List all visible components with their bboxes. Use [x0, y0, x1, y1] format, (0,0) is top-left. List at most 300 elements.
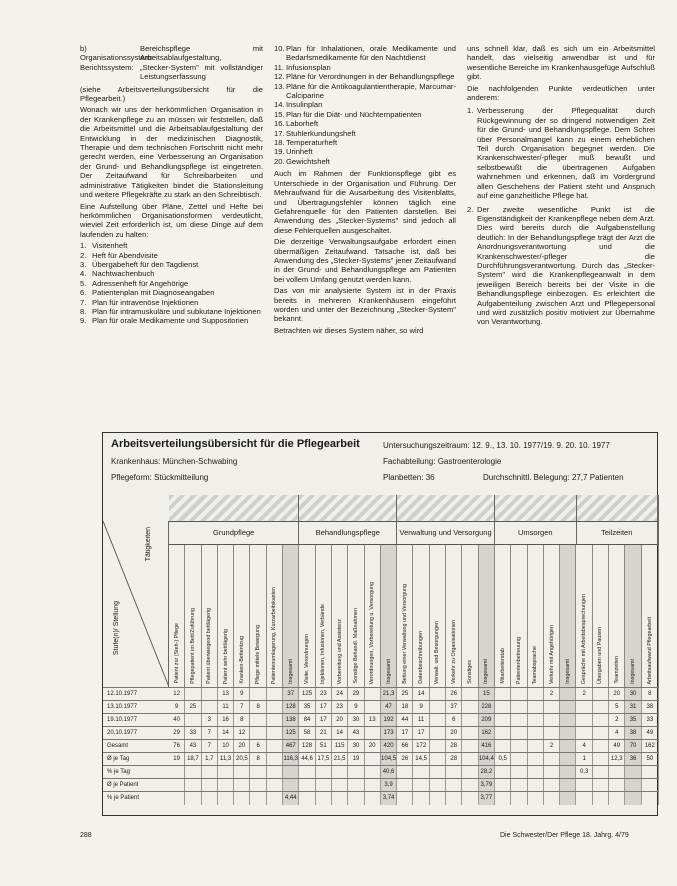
point-text: Der zweite wesentliche Punkt ist die Eigenständigkeit der Krankenpflege neben dem Arzt. Dies wird bereits durch die Aufgabenstellung deutlich: In der Behandlungspflege trägt der Arzt die Anordnungsverantwortung und die Krankenschwester/-pfleger die Durchführungsverantwortung. Durch das „Stecker-System" wird die Krankenpflegeanwalt in dem jeweiligen Bereich bereits bei der Visite in die Behandlungspflege einbezogen. Es erleichtert die Aufgabenteilung zwischen Arzt und Pflegepersonal und wird zusätzlich positiv motiviert zur Übernahme von Verantwortung.: [477, 204, 655, 327]
table-cell: 9: [169, 701, 185, 714]
paragraph: Eine Aufstellung über Pläne, Zettel und Hefte bei herkömmlichen Organisationsformen verdeutlicht, wieviel Zeit erforderlich ist, um diese Dinge auf dem laufenden zu halten:: [80, 201, 263, 239]
table-cell: 3,74: [381, 792, 397, 805]
table-cell: 3,9: [381, 779, 397, 792]
point-number: 2.: [467, 204, 474, 214]
column-header: [299, 545, 315, 687]
table-cell: 30: [348, 714, 364, 727]
column-header-label: Insgesamt: [287, 659, 294, 684]
table-cell: [348, 792, 364, 805]
group-header: Teilzeiten: [577, 521, 659, 545]
table-cell: 26: [397, 753, 413, 766]
table-cell: 18: [397, 701, 413, 714]
list-number: 11.: [274, 62, 284, 72]
text-column-3: [467, 44, 655, 327]
table-cell: [430, 792, 446, 805]
table-cell: [511, 792, 527, 805]
column-header: [316, 545, 332, 687]
table-row: [103, 752, 659, 765]
group-hatch: [397, 495, 495, 521]
column-header-label: Kranken-Bettentzug: [238, 636, 245, 684]
table-cell: 26: [446, 688, 462, 701]
table-cell: 3,77: [479, 792, 495, 805]
plans-list-continued: [274, 44, 456, 166]
list-text: Plan für intramuskuläre und subkutane Injektionen: [92, 306, 261, 316]
list-number: 17.: [274, 128, 285, 138]
column-header-label: Visite, Verordnungen: [304, 634, 311, 684]
table-cell: 17: [414, 727, 430, 740]
table-cell: 6: [251, 740, 267, 753]
table-cell: [593, 792, 609, 805]
text-column-1: [80, 44, 263, 326]
table-cell: 28: [446, 753, 462, 766]
system-key: Berichtssystem:: [80, 62, 134, 72]
column-header-label: Patient überwiegend bettlägerig: [206, 608, 213, 684]
list-item: [274, 119, 456, 128]
table-row: [103, 765, 659, 778]
column-header-label: Sonstige Behandl. Maßnahmen: [352, 608, 359, 684]
list-number: 4.: [80, 269, 87, 279]
table-cell: 14,5: [414, 753, 430, 766]
row-label: 13.10.1977: [107, 704, 138, 710]
paragraph: uns schnell klar, daß es sich um ein Arbeitsmittel handelt, das vielseitig anwendbar ist und für wesentliche Bereiche im Krankenhausgefüge Aufschluß gibt.: [467, 44, 655, 82]
list-text: Übergabeheft für den Tagdienst: [92, 259, 199, 269]
column-header: [495, 545, 511, 687]
list-number: 8.: [80, 306, 87, 316]
column-header-label: Patientenbetreuung: [515, 636, 522, 684]
table-cell: 8: [251, 701, 267, 714]
list-text: Urinheft: [286, 147, 313, 157]
table-cell: 116,3: [283, 753, 299, 766]
paragraph: Das von mir analysierte System ist in der Praxis bereits in mehreren Krankenhäusern eingeführt worden und unter der Bezeichnung „Stecker-System" bekannt.: [274, 286, 456, 324]
list-number: 7.: [80, 297, 87, 307]
table-cell: [446, 792, 462, 805]
table-cell: 21,5: [332, 753, 348, 766]
table-cell: 43: [185, 740, 201, 753]
list-number: 5.: [80, 278, 87, 288]
column-header: [283, 545, 299, 687]
point-number: 1.: [467, 106, 474, 116]
column-header: [267, 545, 283, 687]
paragraph: Die nachfolgenden Punkte verdeutlichen unter anderem:: [467, 83, 655, 103]
table-cell: 20,5: [234, 753, 250, 766]
table-cell: 20: [234, 740, 250, 753]
table-cell: 35: [299, 701, 315, 714]
list-number: 6.: [80, 288, 87, 298]
table-period: Untersuchungszeitraum: 12. 9., 13. 10. 1977/19. 9. 20. 10. 1977: [383, 441, 610, 450]
list-item: [274, 157, 456, 166]
system-value: Bereichspflege mit Arbeitsablaufgestaltung,: [140, 44, 263, 63]
table-cell: 20: [446, 727, 462, 740]
table-cell: 17: [397, 727, 413, 740]
table-cell: 44: [397, 714, 413, 727]
table-cell: 128: [299, 740, 315, 753]
table-cell: 12: [169, 688, 185, 701]
table-cell: 47: [381, 701, 397, 714]
row-label: % je Patient: [107, 795, 140, 801]
list-number: 10.: [274, 44, 285, 53]
list-item: [274, 82, 456, 101]
group-hatch: [495, 495, 577, 521]
system-value: „Stecker-System" mit vollständiger Leistungserfassung: [140, 62, 263, 82]
group-hatch: [299, 495, 397, 521]
table-cell: 0,3: [577, 766, 593, 779]
list-item: [274, 72, 456, 81]
table-cell: 1: [577, 753, 593, 766]
list-item: [274, 147, 456, 156]
column-header-label: Verkehr mit Angehörigen: [548, 624, 555, 684]
table-cell: 209: [479, 714, 495, 727]
column-header-label: Gespräche mit Arbeitsbesprechungen: [581, 593, 588, 684]
group-header: Behandlungspflege: [299, 521, 397, 545]
table-cell: [332, 792, 348, 805]
row-label: Ø je Tag: [107, 756, 130, 762]
column-header-label: Pflegepatient im Bett/Zuführung: [189, 608, 196, 684]
table-cell: 7: [202, 740, 218, 753]
table-cell: 10: [218, 740, 234, 753]
column-header: [544, 545, 560, 687]
table-cell: [544, 792, 560, 805]
table-cell: 15: [479, 688, 495, 701]
list-text: Nachtwachenbuch: [92, 269, 155, 279]
table-row: [103, 791, 659, 804]
table-cell: 0,5: [495, 753, 511, 766]
table-cell: 6: [446, 714, 462, 727]
table-cell: [251, 792, 267, 805]
journal-footer: Die Schwester/Der Pflege 18. Jahrg. 4/79: [500, 832, 629, 839]
table-cell: 21: [316, 727, 332, 740]
table-cell: 4,44: [283, 792, 299, 805]
list-text: Adressenheft für Angehörige: [92, 278, 189, 288]
table-cell: 49: [609, 740, 625, 753]
table-hospital: Krankenhaus: München-Schwabing: [111, 457, 238, 466]
table-cell: 29: [348, 688, 364, 701]
table-cell: 18,7: [185, 753, 201, 766]
list-number: 19.: [274, 147, 285, 157]
column-header: [234, 545, 250, 687]
list-text: Plan für Inhalationen, orale Medikamente und Bedarfsmedikamente für den Nachtdienst: [286, 44, 456, 63]
column-header-label: Teamzeiten: [613, 656, 620, 684]
list-item: [80, 288, 263, 297]
list-item: [274, 63, 456, 72]
point-item: [467, 106, 655, 200]
list-text: Temperaturheft: [286, 138, 338, 148]
table-cell: [642, 792, 659, 805]
list-number: 13.: [274, 81, 285, 91]
list-text: Stuhlerkundungsheft: [286, 128, 356, 138]
column-header: [625, 545, 641, 687]
table-cell: 23: [332, 701, 348, 714]
row-label: 20.10.1977: [107, 730, 138, 736]
list-number: 9.: [80, 316, 87, 326]
list-number: 18.: [274, 138, 285, 148]
table-cell: [560, 792, 576, 805]
column-header-label: Teamabsprache: [532, 645, 539, 684]
table-cell: 17,5: [316, 753, 332, 766]
column-header: [202, 545, 218, 687]
column-header-label: Patientenumlagerung, Kurzarbeitskasten: [271, 586, 278, 684]
table-cell: 13: [365, 714, 381, 727]
table-cell: 11: [218, 701, 234, 714]
table-cell: 3,79: [479, 779, 495, 792]
table-cell: 9: [234, 688, 250, 701]
column-header: [332, 545, 348, 687]
table-cell: [609, 792, 625, 805]
list-text: Plan für intravenöse Injektionen: [92, 297, 199, 307]
table-cell: 5: [609, 701, 625, 714]
table-cell: 25: [185, 701, 201, 714]
list-item: [80, 251, 263, 260]
table-cell: 8: [642, 688, 659, 701]
table-cell: 17: [316, 701, 332, 714]
column-header: [446, 545, 462, 687]
table-corner: [103, 521, 169, 687]
table-cell: 162: [642, 740, 659, 753]
table-cell: 33: [185, 727, 201, 740]
group-header: Umsorgen: [495, 521, 577, 545]
table-cell: 29: [169, 727, 185, 740]
table-cell: 162: [479, 727, 495, 740]
table-cell: 104,4: [479, 753, 495, 766]
system-row: [80, 63, 263, 82]
table-cell: 228: [479, 701, 495, 714]
list-item: [80, 260, 263, 269]
table-cell: 104,5: [381, 753, 397, 766]
list-text: Heft für Abendvisite: [92, 250, 158, 260]
group-hatch: [577, 495, 659, 521]
table-cell: 1,7: [202, 753, 218, 766]
table-cell: [414, 792, 430, 805]
table-cell: 37: [283, 688, 299, 701]
table-cell: 21,3: [381, 688, 397, 701]
table-cell: 19: [348, 753, 364, 766]
table-cell: 37: [446, 701, 462, 714]
table-cell: 20: [609, 688, 625, 701]
table-cell: 28: [446, 740, 462, 753]
column-header-label: Insgesamt: [385, 659, 392, 684]
table-cell: 16: [218, 714, 234, 727]
work-distribution-table: [102, 432, 658, 816]
column-header-label: Insgesamt: [564, 659, 571, 684]
table-cell: 128: [283, 701, 299, 714]
column-header: [560, 545, 576, 687]
table-cell: [169, 792, 185, 805]
paragraph: Wonach wir uns der herkömmlichen Organisation in der Krankenpflege zu an müssen wir feststellen, daß die Arbeitsmittel und die Arbeitsablaufgestaltung der Entwicklung in der medizinischen Diagnostik, Therapie und dem technischen Fortschritt nicht mehr gerecht werden, eine Verbesserung an Organisation der Grund- und Behandlungspflege ist eingetreten. Der Zeitaufwand für Schreibarbeiten und administrative Tätigkeiten bindet die Stationsleitung und weitere Pflegekräfte zu stark an den Schreibtisch.: [80, 105, 263, 200]
list-number: 12.: [274, 72, 285, 82]
table-cell: 30: [348, 740, 364, 753]
list-text: Plan für orale Medikamente und Suppositorien: [92, 316, 249, 326]
column-header: [348, 545, 364, 687]
table-cell: 38: [642, 701, 659, 714]
column-header-label: Patient sehr bettlägerig: [222, 628, 229, 684]
list-text: Visitenheft: [92, 241, 128, 251]
table-cell: 3: [202, 714, 218, 727]
table-cell: 115: [332, 740, 348, 753]
table-cell: 11,3: [218, 753, 234, 766]
list-text: Patientenplan mit Diagnoseangaben: [92, 288, 215, 298]
table-cell: 31: [625, 701, 641, 714]
table-cell: [202, 792, 218, 805]
system-row: [80, 44, 263, 63]
table-cell: 467: [283, 740, 299, 753]
list-text: Pläne für Verordnungen in der Behandlungspflege: [286, 72, 455, 82]
table-cell: 50: [642, 753, 659, 766]
table-cell: 2: [544, 688, 560, 701]
point-text: Verbesserung der Pflegequalität durch Rückgewinnung der so dringend notwendigen Zeit für die Grund- und Behandlungspflege. Dem Schrei über Personalmangel kann zu einem erheblichen Teil durch Organisation begegnet werden. Die Krankenschwester/-pfleger muß bewußt und selbstbewußt die übertragenen Aufgaben wahrnehmen und erkennen, daß im Vordergrund allen Geschehens der Patient steht und Anspruch auf eine ganzheitliche Pflege hat.: [477, 106, 655, 201]
column-header: [251, 545, 267, 687]
table-cell: 13: [218, 688, 234, 701]
table-cell: 25: [397, 688, 413, 701]
table-cell: 14: [414, 688, 430, 701]
column-header: [642, 545, 659, 687]
list-item: [274, 100, 456, 109]
row-label: 12.10.1977: [107, 691, 138, 697]
table-cell: 4: [577, 740, 593, 753]
group-hatch: [169, 495, 299, 521]
column-header: [609, 545, 625, 687]
table-cell: 44,6: [299, 753, 315, 766]
table-cell: 19: [169, 753, 185, 766]
list-number: 3.: [80, 259, 87, 269]
table-cell: 40,6: [381, 766, 397, 779]
list-item: [80, 269, 263, 278]
table-cell: 7: [234, 701, 250, 714]
column-header-label: Pflege mittels Bewegung: [255, 624, 262, 684]
table-cell: 58: [299, 727, 315, 740]
table-cell: 172: [414, 740, 430, 753]
column-header: [185, 545, 201, 687]
table-cell: 35: [625, 714, 641, 727]
row-label: Ø je Patient: [107, 782, 139, 788]
list-item: [274, 129, 456, 138]
paragraph: Die derzeitige Verwaltungsaufgabe erfordert einen übermäßigen Zeitaufwand. Tatsache ist, daß bei Anwendung des „Stecker-Systems" jener Zeitaufwand in der Grund- und Behandlungspflege am Patienten bei vollem Umfang genutzt werden kann.: [274, 237, 456, 284]
list-text: Pläne für die Antikoagulantientherapie, Marcumar-Calciparine: [286, 81, 456, 101]
table-pflegeform: Pflegeform: Stückmitteilung: [111, 473, 209, 482]
list-number: 1.: [80, 241, 87, 251]
list-item: [274, 138, 456, 147]
column-header-label: Patient zur (Steh-) Pflege: [173, 623, 180, 684]
corner-activities-label: Tätigkeiten: [145, 527, 152, 562]
table-cell: 76: [169, 740, 185, 753]
system-key: b) Organisationssystem:: [80, 44, 154, 63]
column-header-label: Insgesamt: [630, 659, 637, 684]
column-header-label: Verordnungen, Vorbereitung u. Versorgung: [369, 581, 376, 684]
table-cell: 40: [169, 714, 185, 727]
points-list: [467, 106, 655, 326]
table-cell: [397, 792, 413, 805]
table-cell: 173: [381, 727, 397, 740]
table-cell: 66: [397, 740, 413, 753]
column-header-label: Arbeitsaufwand Pflegearbeit: [646, 616, 653, 684]
table-cell: 24: [332, 688, 348, 701]
table-cell: 9: [414, 701, 430, 714]
column-header-label: Verwalt. und Besorgungen: [434, 620, 441, 684]
table-avg-occupancy: Durchschnittl. Belegung: 27,7 Patienten: [483, 473, 624, 482]
plans-list: [80, 241, 263, 326]
table-cell: 51: [316, 740, 332, 753]
table-cell: [495, 792, 511, 805]
table-cell: 84: [299, 714, 315, 727]
table-cell: [625, 792, 641, 805]
column-header: [397, 545, 413, 687]
table-title: Arbeitsverteilungsübersicht für die Pflegearbeit: [111, 438, 360, 450]
table-cell: [185, 792, 201, 805]
column-header-label: Datenbeschreibungen: [418, 631, 425, 684]
table-cell: 36: [625, 753, 641, 766]
list-item: [80, 298, 263, 307]
row-label: % je Tag: [107, 769, 130, 775]
list-text: Laborheft: [286, 119, 319, 129]
page-number: 288: [80, 832, 92, 839]
table-cell: [462, 792, 478, 805]
table-cell: [577, 792, 593, 805]
list-item: [80, 241, 263, 250]
list-text: Infusionsplan: [286, 62, 331, 72]
paragraph: Betrachten wir dieses System näher, so wird: [274, 325, 424, 335]
table-cell: 30: [625, 688, 641, 701]
column-header: [577, 545, 593, 687]
group-header: Grundpflege: [169, 521, 299, 545]
table-cell: 70: [625, 740, 641, 753]
table-beds: Planbetten: 36: [383, 473, 435, 482]
list-number: 2.: [80, 250, 87, 260]
table-cell: [299, 792, 315, 805]
column-header-label: Bettung einer Verwaltung und Versorgung: [401, 584, 408, 684]
table-cell: 138: [283, 714, 299, 727]
table-row: [103, 700, 659, 713]
column-header: [414, 545, 430, 687]
list-number: 15.: [274, 109, 285, 119]
table-cell: 14: [218, 727, 234, 740]
column-header: [462, 545, 478, 687]
table-row: [103, 726, 659, 739]
table-cell: [234, 792, 250, 805]
row-label: Gesamt: [107, 743, 129, 749]
table-row: [103, 687, 659, 700]
table-cell: 125: [283, 727, 299, 740]
list-item: [80, 279, 263, 288]
column-header: [511, 545, 527, 687]
table-cell: 43: [348, 727, 364, 740]
column-header-label: Verkehr zu Organisationen: [450, 620, 457, 684]
table-cell: 23: [316, 688, 332, 701]
group-hatch: [658, 495, 659, 521]
list-number: 16.: [274, 119, 285, 129]
system-rows: [80, 44, 263, 82]
table-row: [103, 739, 659, 752]
column-header-label: Injektionen, Infusionen, Verbände: [320, 603, 327, 684]
table-cell: 7: [202, 727, 218, 740]
column-header: [381, 545, 397, 687]
table-cell: 28,2: [479, 766, 495, 779]
list-text: Gewichtsheft: [286, 156, 330, 166]
group-header: Verwaltung und Versorgung: [397, 521, 495, 545]
table-row: [103, 713, 659, 726]
table-cell: 125: [299, 688, 315, 701]
paragraph: Auch im Rahmen der Funktionspflege gibt es Unterschiede in der Organisation und Führung. Der Mehraufwand für die Ausarbeitung des Visitenblatts, und Übertragungsfehler können täglich eine Gefahrenquelle für den Patienten darstellen. Bei Anwendung des „Stecker-Systems" sind jedoch all diese Fehlerquellen ausgeschaltet.: [274, 169, 456, 235]
table-cell: 8: [251, 753, 267, 766]
table-cell: 20: [332, 714, 348, 727]
table-cell: 192: [381, 714, 397, 727]
table-cell: 9: [348, 701, 364, 714]
point-item: [467, 205, 655, 327]
table-cell: 11: [414, 714, 430, 727]
row-label: 19.10.1977: [107, 717, 138, 723]
paragraph: (siehe Arbeitsverteilungsübersicht für die Pflegearbeit.): [80, 84, 263, 104]
table-cell: 17: [316, 714, 332, 727]
column-header: [430, 545, 446, 687]
list-text: Plan für die Diät- und Nüchternpatienten: [286, 109, 422, 119]
table-cell: [316, 792, 332, 805]
